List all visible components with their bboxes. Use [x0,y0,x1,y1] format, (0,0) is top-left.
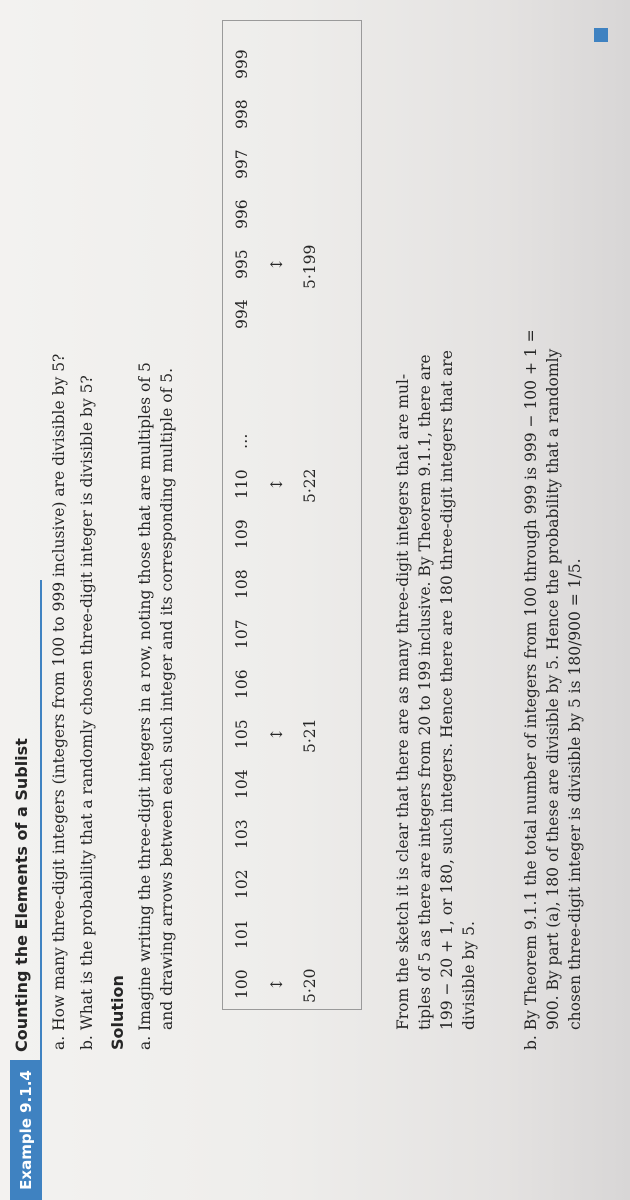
sketch-ellipsis: … [233,433,251,449]
example-title: Counting the Elements of a Sublist [12,738,31,1052]
conclusion-line-2: tiples of 5 as there are integers from 20 to 199 inclusive. By Theorem 9.1.1, there are [416,354,434,1030]
sketch-number: 101 [233,919,251,949]
sketch-number: 110 [233,469,251,499]
end-of-solution-icon [594,28,608,42]
sketch-number: 994 [233,299,251,329]
sketch-number: 104 [233,769,251,799]
sketch-number: 109 [233,519,251,549]
double-arrow-icon: ↕ [267,977,286,991]
sketch-multiple: 5·22 [301,468,319,503]
double-arrow-icon: ↕ [267,727,286,741]
conclusion-line-4: divisible by 5. [460,921,478,1030]
question-b: b. What is the probability that a randomly chosen three-digit integer is divisible by 5? [78,375,96,1050]
sketch-multiple: 5·21 [301,718,319,753]
sketch-number: 102 [233,869,251,899]
solution-a-line-2: and drawing arrows between each such integer and its corresponding multiple of 5. [158,367,176,1030]
conclusion-line-3: 199 − 20 + 1, or 180, such integers. Hence there are 180 three-digit integers that are [438,350,456,1030]
sketch-number: 997 [233,149,251,179]
solution-a-line-1: a. Imagine writing the three-digit integers in a row, noting those that are multiples of 5 [136,362,154,1050]
sketch-multiple: 5·20 [301,968,319,1003]
sketch-number: 108 [233,569,251,599]
example-rule [40,580,42,1060]
double-arrow-icon: ↕ [267,477,286,491]
solution-part-b [520,329,586,1050]
sketch-number: 103 [233,819,251,849]
sketch-number: 100 [233,969,251,999]
question-a: a. How many three-digit integers (integers from 100 to 999 inclusive) are divisible by 5? [50,353,68,1050]
solution-b-line-1: b. By Theorem 9.1.1 the total number of integers from 100 through 999 is 999 − 100 + 1 = [522,329,540,1050]
solution-b-line-2: 900. By part (a), 180 of these are divisible by 5. Hence the probability that a randomly [544,348,562,1030]
solution-part-a [134,362,178,1050]
example-label: Example 9.1.4 [10,1060,42,1200]
sketch-number: 996 [233,199,251,229]
solution-heading: Solution [108,975,127,1050]
sketch-number: 998 [233,99,251,129]
sketch-number: 107 [233,619,251,649]
sketch-multiple: 5·199 [301,244,319,289]
conclusion-line-1: From the sketch it is clear that there are as many three-digit integers that are mul- [394,373,412,1030]
sketch-box [222,20,362,1010]
double-arrow-icon: ↕ [267,257,286,271]
sketch-number: 995 [233,249,251,279]
sketch-number: 105 [233,719,251,749]
sketch-number: 999 [233,49,251,79]
solution-a-conclusion [392,350,480,1030]
sketch-number: 106 [233,669,251,699]
solution-b-line-3: chosen three-digit integer is divisible by 5 is 180/900 = 1/5. [566,558,584,1030]
